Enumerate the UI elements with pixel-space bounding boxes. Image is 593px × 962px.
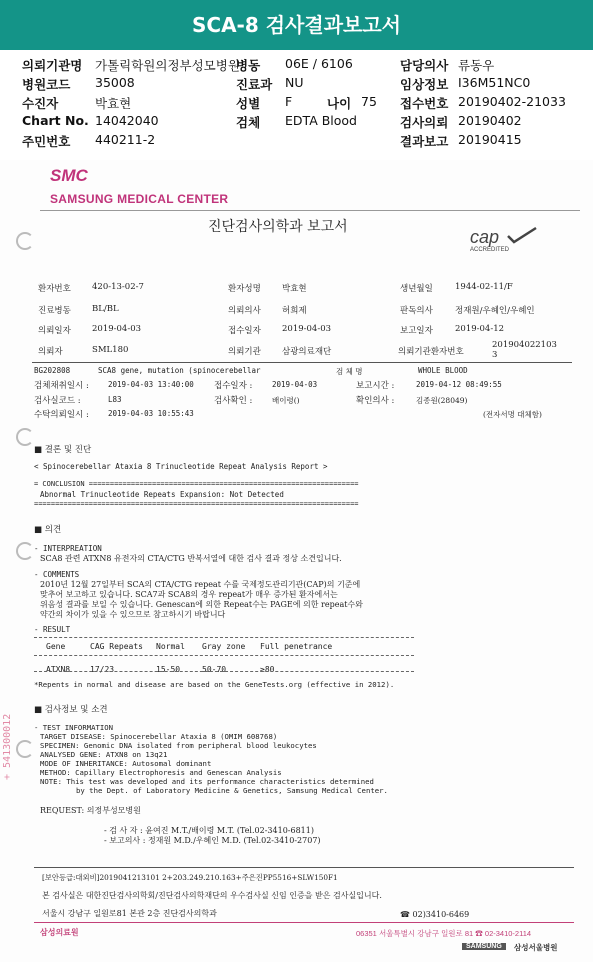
org-value: 삼광의료재단 xyxy=(282,347,332,357)
patient-value: 박효현 xyxy=(95,96,132,111)
reqdate-label: 의뢰일자 xyxy=(38,326,71,336)
reqdoc-value: 허희제 xyxy=(282,306,307,316)
receipt-label: 접수번호 xyxy=(400,96,449,111)
patient-label: 수진자 xyxy=(22,96,59,111)
scanned-report xyxy=(0,160,593,962)
dob-value: 1944-02-11/F xyxy=(455,282,513,292)
chart-label: Chart No. xyxy=(22,113,89,128)
code-value: 35008 xyxy=(95,75,135,90)
report-time-label: 보고시간 : xyxy=(356,381,395,391)
comment-line-3: 위음성 결과를 보일 수 있습니다. Genescan에 의한 Repeat수는 PAGE에 의한 repeat수와 xyxy=(40,600,363,609)
esign-note: (전자서명 대체함) xyxy=(483,410,542,419)
reqdate-value: 2019-04-03 xyxy=(92,324,142,334)
cap-sub-text: ACCREDITED xyxy=(470,247,510,252)
samsung-logo: SAMSUNG xyxy=(462,943,506,950)
recvtime-value: 2019-04-03 10:55:43 xyxy=(108,409,194,418)
tester-line: - 검 사 자 : 윤여진 M.T./배이령 M.T. (Tel.02-3410-6811) xyxy=(104,826,314,835)
test-info-1: TARGET DISEASE: Spinocerebellar Ataxia 8 (OMIM 608768) xyxy=(40,732,278,741)
col-gene: Gene xyxy=(46,642,66,651)
ward-value: 06E / 6106 xyxy=(285,56,353,71)
smc-logo-name: SAMSUNG MEDICAL CENTER xyxy=(50,192,229,206)
lab-phone: ☎ 02)3410-6469 xyxy=(400,910,470,919)
testcode-value: L83 xyxy=(108,395,122,404)
conclusion-label: = CONCLUSION ================================================================ xyxy=(34,480,359,488)
code-label: 병원코드 xyxy=(22,77,71,92)
section-result-heading: ■ 결론 및 진단 xyxy=(34,445,92,455)
reporter-line: - 보고의사 : 정재원 M.D./우혜인 M.D. (Tel.02-3410-2707) xyxy=(104,836,321,845)
test-name: SCA8 gene, mutation (spinocerebellar xyxy=(98,366,261,375)
id-label: 주민번호 xyxy=(22,134,71,149)
report-time-value: 2019-04-12 08:49:55 xyxy=(416,380,502,389)
verify-label: 확인의사 : xyxy=(356,396,395,406)
chart-value: 14042040 xyxy=(95,113,159,128)
cell-grayzone: 50-70 xyxy=(202,665,227,674)
footer-brand-right: 삼성서울병원 xyxy=(514,943,558,952)
comment-line-1: 2010년 12월 27일부터 SCA의 CTA/CTG repeat 수를 국제정도관리기관(CAP)의 기준에 xyxy=(40,580,361,589)
repdate-value: 2019-04-12 xyxy=(455,324,505,334)
result-footnote: *Repents in normal and disease are based on the GeneTests.org (effective in 2012). xyxy=(34,680,395,689)
patient-header xyxy=(0,52,593,158)
comment-line-4: 약간의 차이가 있을 수 있으므로 참고하시기 바랍니다 xyxy=(40,610,226,619)
testcode-label: 검사실코드 : xyxy=(34,396,81,406)
col-full: Full penetrance xyxy=(260,642,333,651)
reqdoc-label: 의뢰의사 xyxy=(228,306,261,316)
interpretation-text: SCA8 관련 ATXN8 유전자의 CTA/CTG 반복서열에 대한 검사 결과 정상 소견입니다. xyxy=(40,554,342,563)
pid-label: 환자번호 xyxy=(38,284,71,294)
clinical-value: I36M51NC0 xyxy=(458,75,531,90)
doc-title: 진단검사의학과 보고서 xyxy=(208,219,348,235)
pid-value: 420-13-02-7 xyxy=(92,282,144,292)
smc-logo: SMC xyxy=(50,166,88,185)
doctor-value: 류동우 xyxy=(458,58,495,73)
check-icon xyxy=(508,228,536,242)
sex-value: F xyxy=(285,94,293,109)
punch-hole-icon xyxy=(16,428,34,446)
barcode-stamp: + 541300012 xyxy=(2,713,13,780)
ward-label: 병동 xyxy=(236,58,261,73)
comments-label: - COMMENTS xyxy=(34,570,80,579)
report-heading: < Spinocerebellar Ataxia 8 Trinucleotide Repeat Analysis Report > xyxy=(34,462,328,471)
reqer-label: 의뢰자 xyxy=(38,347,63,357)
cell-gene: ATXN8 xyxy=(46,665,71,674)
report-date-value: 20190415 xyxy=(458,132,522,147)
ward-value: BL/BL xyxy=(92,304,119,314)
recvtime-label: 수탁의뢰일시 : xyxy=(34,410,89,420)
ward-label: 진료병동 xyxy=(38,306,71,316)
orgno-label: 의뢰기관환자번호 xyxy=(398,347,464,357)
cell-normal: 15-50 xyxy=(156,665,181,674)
test-info-2: SPECIMEN: Genomic DNA isolated from peripheral blood leukocytes xyxy=(40,741,317,750)
sex-label: 성별 xyxy=(236,96,261,111)
interpretation-label: - INTERPREATION xyxy=(34,544,102,553)
result-header-row xyxy=(46,642,350,651)
certification-text: 본 검사실은 대한진단검사의학회/진단검사의학재단의 우수검사실 신임 인증을 받은 검사실입니다. xyxy=(42,891,382,900)
dept-value: NU xyxy=(285,75,304,90)
test-info-4: MODE OF INHERITANCE: Autosomal dominant xyxy=(40,759,212,768)
specimen-name-value: WHOLE BLOOD xyxy=(418,366,468,375)
hospital-label: 의뢰기관명 xyxy=(22,58,83,73)
cap-accredited-logo xyxy=(470,226,540,252)
comment-line-2: 맞추어 보고하고 있습니다. SCA7과 SCA8의 경우 repeat가 매우 증가된 환자에서는 xyxy=(40,590,338,599)
confirm-label: 검사확인 : xyxy=(214,396,253,406)
lab-address: 서울시 강남구 일원로81 본관 2층 진단검사의학과 xyxy=(42,909,217,918)
recdate-label: 접수일자 xyxy=(228,326,261,336)
punch-hole-icon xyxy=(16,232,34,250)
equals-line: ============================================================================= xyxy=(34,500,359,508)
test-info-label: - TEST INFORMATION xyxy=(34,723,114,732)
request-label: 검사의뢰 xyxy=(400,115,449,130)
result-label: - RESULT xyxy=(34,625,71,634)
col-cag: CAG Repeats xyxy=(90,642,143,651)
col-grayzone: Gray zone xyxy=(202,642,246,651)
test-info-6: NOTE: This test was developed and its performance characteristics determined xyxy=(40,777,374,786)
conclusion-text: Abnormal Trinucleotide Repeats Expansion: Not Detected xyxy=(40,490,284,499)
result-row xyxy=(46,665,350,674)
test-info-5: METHOD: Capillary Electrophoresis and Genescan Analysis xyxy=(40,768,282,777)
cell-cag: 17/23 xyxy=(90,665,115,674)
report-title: SCA-8 검사결과보고서 xyxy=(0,0,593,50)
footer-brand-left: 삼성의료원 xyxy=(40,928,79,937)
doctor-label: 담당의사 xyxy=(400,58,449,73)
cap-logo-text: cap xyxy=(470,227,500,247)
specimen-name-label: 검 체 명 xyxy=(336,367,363,376)
readdoc-label: 판독의사 xyxy=(400,306,433,316)
test-info-3: ANALYSED GENE: ATXN8 on 13q21 xyxy=(40,750,168,759)
result-table xyxy=(46,642,350,674)
section-info-heading: ■ 검사정보 및 소견 xyxy=(34,705,108,715)
id-value: 440211-2 xyxy=(95,132,156,147)
dept-label: 진료과 xyxy=(236,77,273,92)
age-label: 나이 xyxy=(327,96,352,111)
hospital-value: 가톨릭학원의정부성모병원 xyxy=(95,58,240,73)
specimen-value: EDTA Blood xyxy=(285,113,357,128)
verify-value: 김종원(28049) xyxy=(416,396,468,405)
confirm-value: 배이령() xyxy=(272,396,300,405)
reqer-value: SML180 xyxy=(92,345,129,355)
cell-full: ≥80 xyxy=(260,665,275,674)
test-code: BG202808 xyxy=(34,366,71,375)
orgno-value: 201904022103 3 xyxy=(492,340,557,360)
test-info-7: by the Dept. of Laboratory Medicine & Genetics, Samsung Medical Center. xyxy=(76,786,388,795)
pname-label: 환자성명 xyxy=(228,284,261,294)
request-line: REQUEST: 의정부성모병원 xyxy=(40,806,141,815)
footer-address: 06351 서울특별시 강남구 일원로 81 ☎ 02-3410-2114 xyxy=(356,929,532,938)
recdate-value: 2019-04-03 xyxy=(282,324,332,334)
clinical-label: 임상정보 xyxy=(400,77,449,92)
punch-hole-icon xyxy=(16,542,34,560)
specimen-label: 검체 xyxy=(236,115,261,130)
recv-label: 접수일자 : xyxy=(214,381,253,391)
security-line: [보안등급:대외비]2019041213101 2+203.249.210.163+주은진PP5516+SLW150F1 xyxy=(42,873,338,882)
pname-value: 박효현 xyxy=(282,284,307,294)
readdoc-value: 정재원/우혜인/우혜인 xyxy=(455,306,535,316)
report-date-label: 결과보고 xyxy=(400,134,449,149)
age-value: 75 xyxy=(361,94,377,109)
col-normal: Normal xyxy=(156,642,185,651)
receipt-value: 20190402-21033 xyxy=(458,94,566,109)
dob-label: 생년월일 xyxy=(400,284,433,294)
collect-value: 2019-04-03 13:40:00 xyxy=(108,380,194,389)
recv-value: 2019-04-03 xyxy=(272,380,318,389)
punch-hole-icon xyxy=(16,740,34,758)
collect-label: 검체채취일시 : xyxy=(34,381,89,391)
section-opinion-heading: ■ 의견 xyxy=(34,525,62,535)
repdate-label: 보고일자 xyxy=(400,326,433,336)
org-label: 의뢰기관 xyxy=(228,347,261,357)
request-value: 20190402 xyxy=(458,113,522,128)
